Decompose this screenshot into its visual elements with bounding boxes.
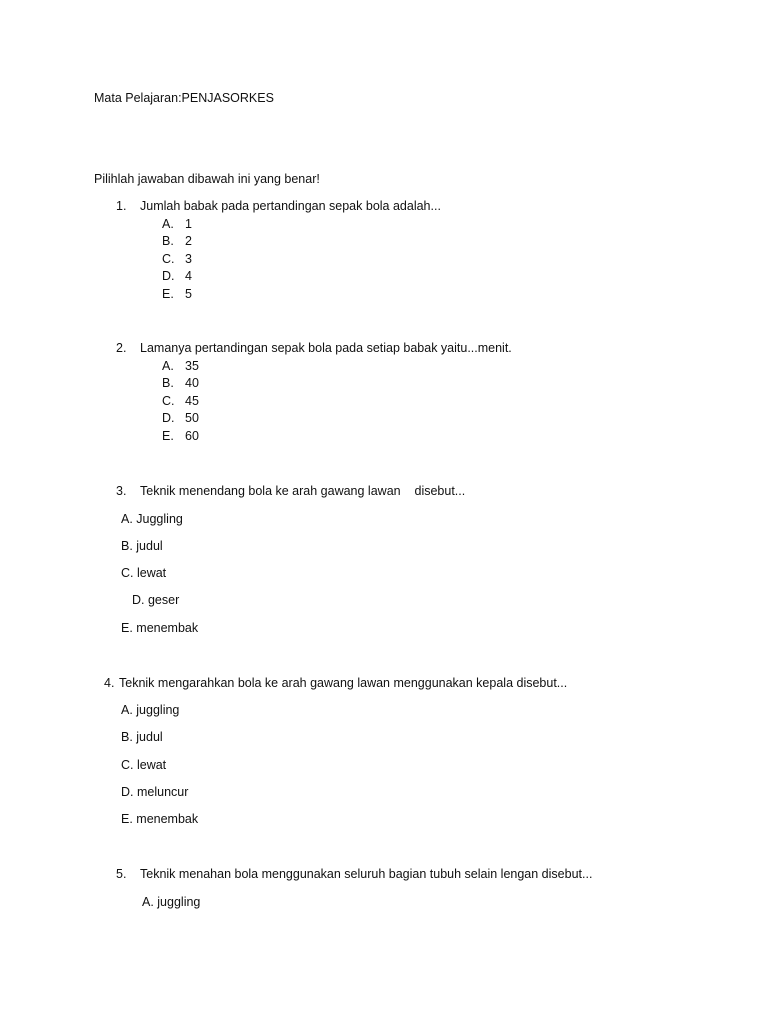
option-item: B. judul <box>121 730 163 744</box>
option-text: 35 <box>185 359 199 373</box>
option-letter: B. <box>162 234 174 248</box>
option-text: 4 <box>185 269 192 283</box>
option-letter: E. <box>162 287 174 301</box>
question-text: Teknik menendang bola ke arah gawang lawan disebut... <box>140 484 466 498</box>
option-text: 60 <box>185 429 199 443</box>
option-text: 2 <box>185 234 192 248</box>
option-letter: C. <box>162 252 175 266</box>
option-text: 45 <box>185 394 199 408</box>
question-number: 5. <box>116 867 127 881</box>
question-number: 3. <box>116 484 127 498</box>
option-item: A. Juggling <box>121 512 183 526</box>
option-item: B. judul <box>121 539 163 553</box>
subject-heading: Mata Pelajaran:PENJASORKES <box>94 91 274 105</box>
option-item: D. geser <box>132 593 180 607</box>
option-item: D. meluncur <box>121 785 189 799</box>
instruction-text: Pilihlah jawaban dibawah ini yang benar! <box>94 172 320 186</box>
option-item: C. lewat <box>121 566 167 580</box>
option-text: 40 <box>185 376 199 390</box>
option-item: A. juggling <box>142 895 201 909</box>
option-letter: E. <box>162 429 174 443</box>
option-item: A. juggling <box>121 703 180 717</box>
option-letter: C. <box>162 394 175 408</box>
question-number: 2. <box>116 341 127 355</box>
option-text: 3 <box>185 252 192 266</box>
option-item: E. menembak <box>121 621 199 635</box>
option-text: 1 <box>185 217 192 231</box>
option-item: C. lewat <box>121 758 167 772</box>
question-number: 1. <box>116 199 127 213</box>
option-item: E. menembak <box>121 812 199 826</box>
question-text: Teknik mengarahkan bola ke arah gawang lawan menggunakan kepala disebut... <box>119 676 568 690</box>
option-letter: A. <box>162 217 174 231</box>
option-letter: B. <box>162 376 174 390</box>
option-text: 5 <box>185 287 192 301</box>
option-text: 50 <box>185 411 199 425</box>
question-number: 4. <box>104 676 115 690</box>
option-letter: D. <box>162 269 175 283</box>
option-letter: A. <box>162 359 174 373</box>
option-letter: D. <box>162 411 175 425</box>
question-text: Teknik menahan bola menggunakan seluruh bagian tubuh selain lengan disebut... <box>140 867 593 881</box>
question-text: Lamanya pertandingan sepak bola pada setiap babak yaitu...menit. <box>140 341 512 355</box>
question-text: Jumlah babak pada pertandingan sepak bola adalah... <box>140 199 441 213</box>
